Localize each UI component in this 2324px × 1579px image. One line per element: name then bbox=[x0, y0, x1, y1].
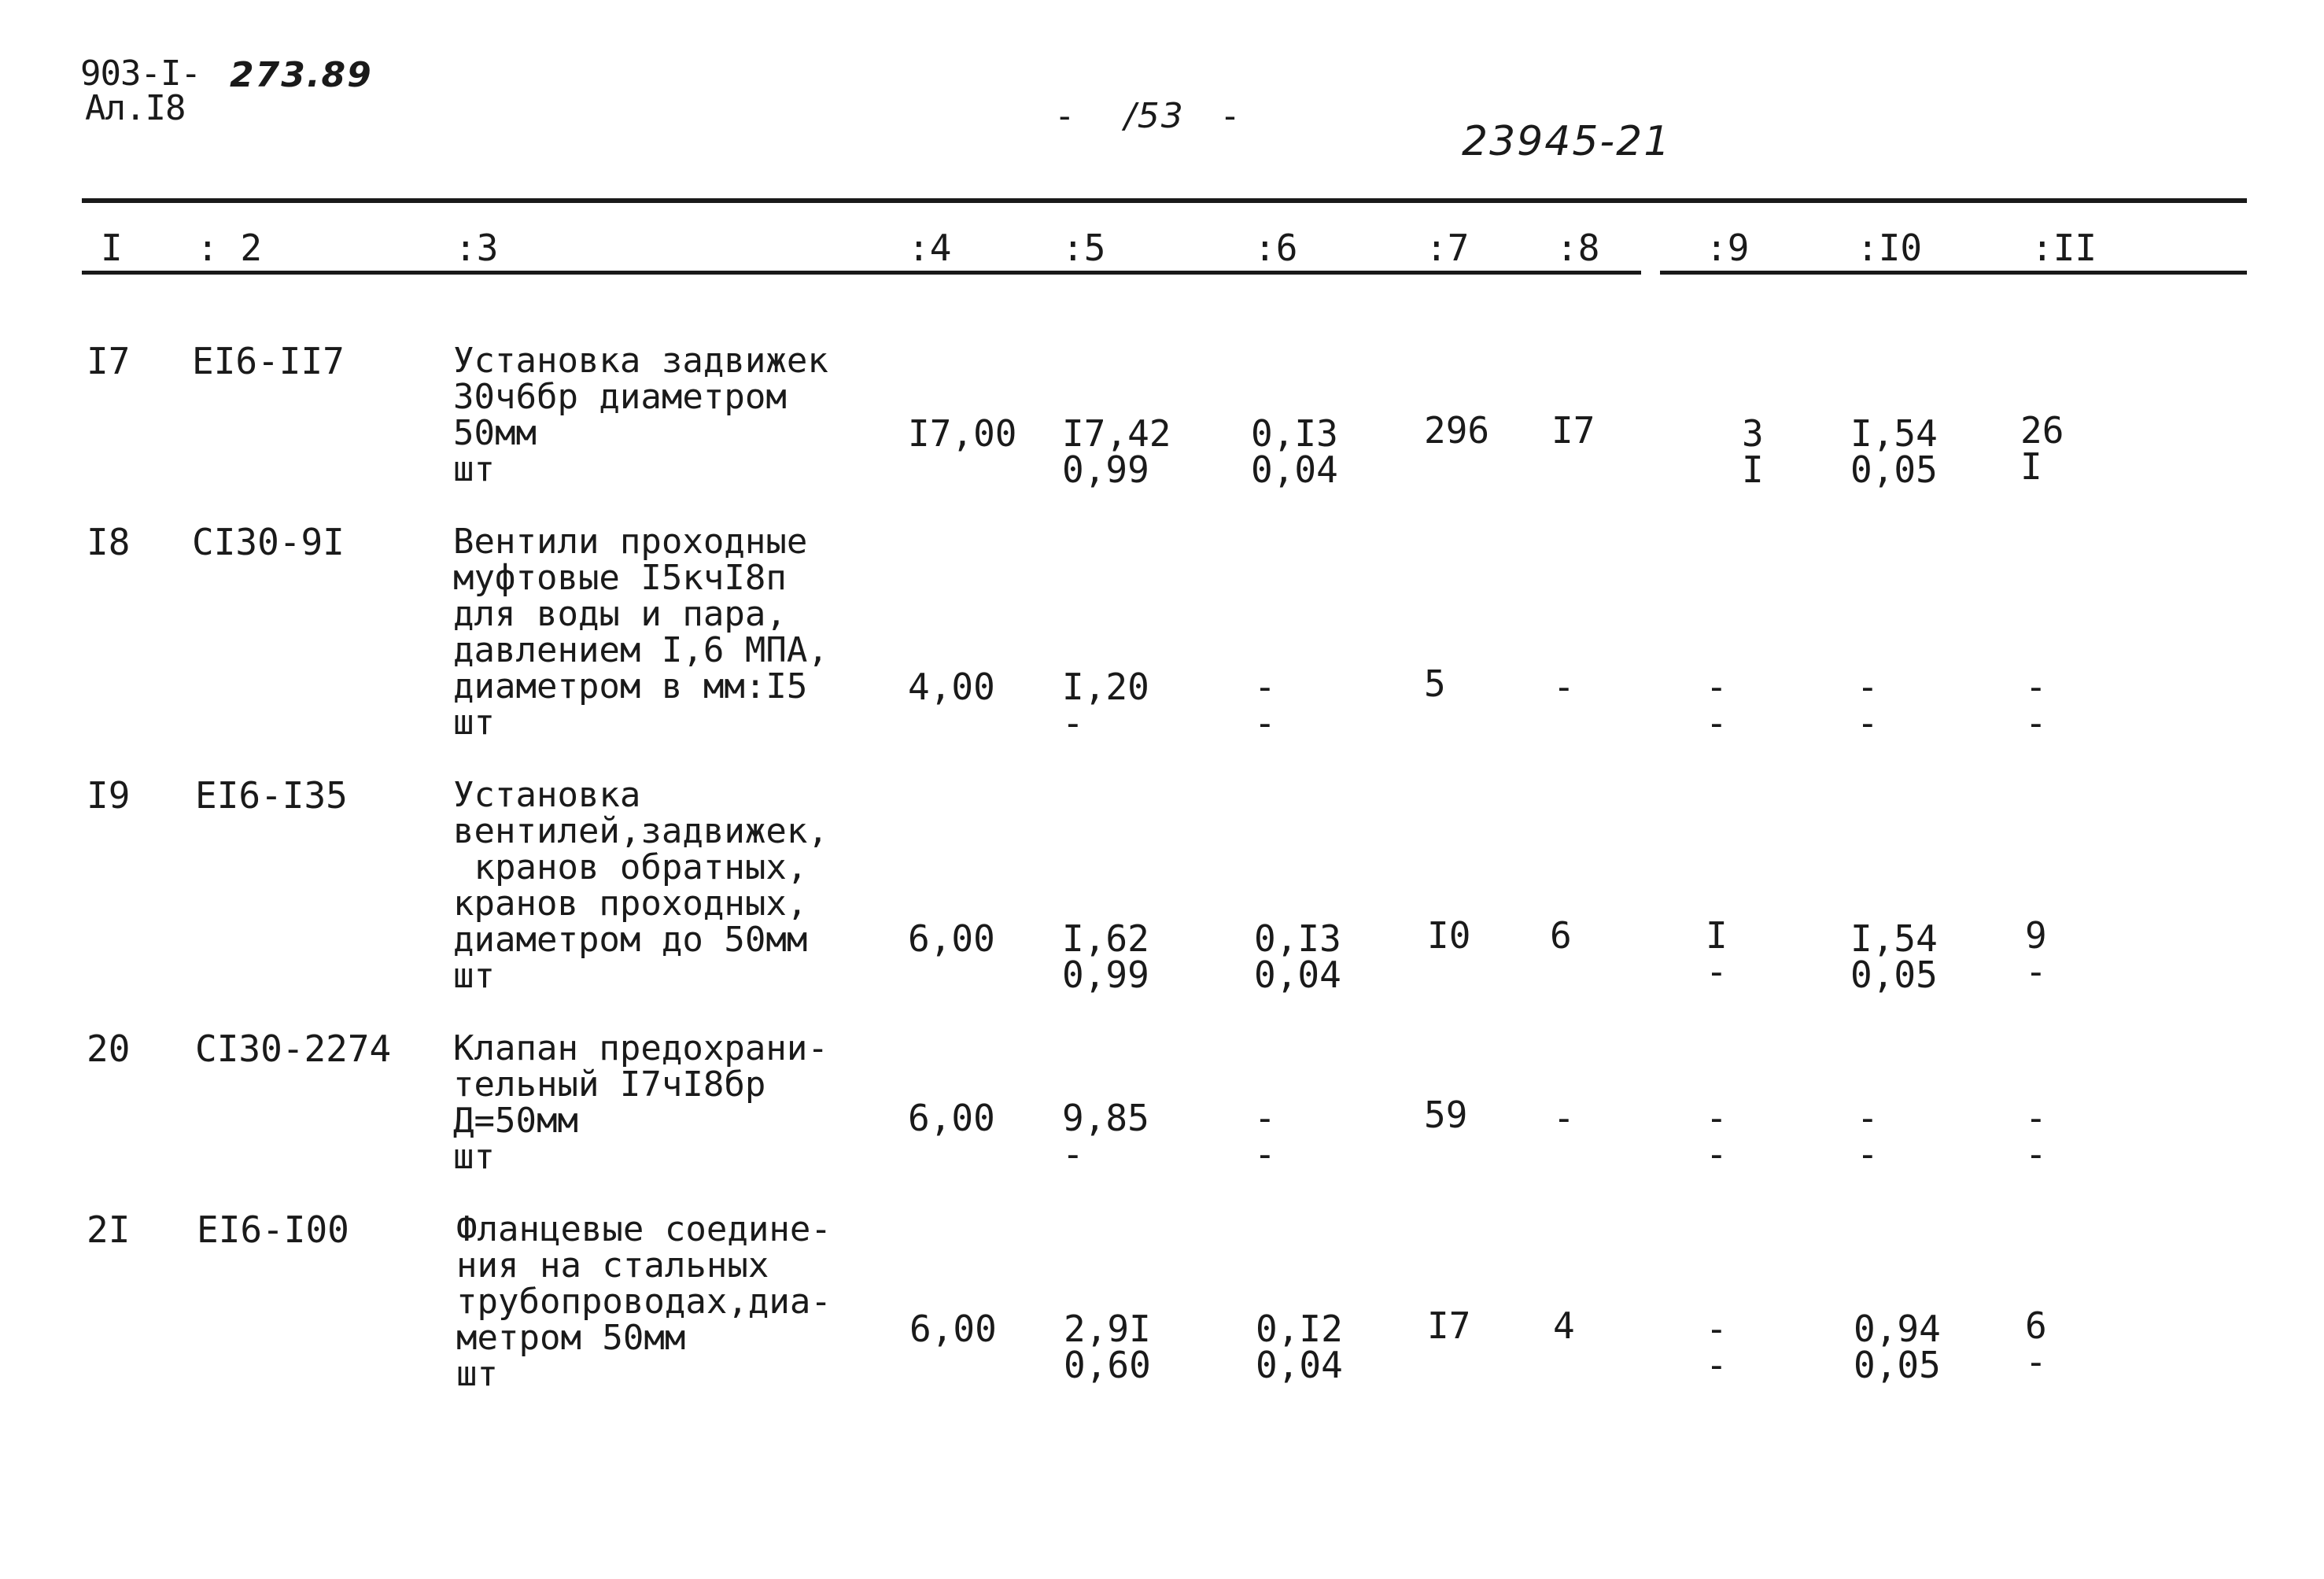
quantity: 6,00 bbox=[908, 917, 995, 960]
column-header-3: :3 bbox=[455, 227, 499, 269]
col7-value: 59 bbox=[1424, 1094, 1468, 1136]
col5-values: 2,9I 0,60 bbox=[1064, 1308, 1151, 1386]
col6-values: 0,I3 0,04 bbox=[1254, 917, 1341, 996]
col7-value: 5 bbox=[1424, 662, 1446, 705]
col11-values: 9 - bbox=[2025, 914, 2047, 993]
work-description: Фланцевые соедине- ния на стальных трубопроводах,диа- метром 50мм шт bbox=[456, 1209, 832, 1394]
norm-code: CI30-2274 bbox=[195, 1027, 392, 1070]
project-code: 903-I- bbox=[80, 53, 201, 94]
row-number: I8 bbox=[87, 521, 131, 563]
col5-values: I,20 - bbox=[1062, 666, 1149, 744]
project-code-handwritten: 273.89 bbox=[230, 55, 373, 95]
col9-values: - - bbox=[1706, 666, 1728, 744]
col11-values: - - bbox=[2025, 1097, 2047, 1175]
col10-values: I,54 0,05 bbox=[1850, 412, 1938, 491]
header-rule-left bbox=[82, 271, 1641, 275]
quantity: 6,00 bbox=[909, 1308, 997, 1350]
column-header-1: I bbox=[101, 227, 123, 269]
col6-values: - - bbox=[1254, 1097, 1276, 1175]
norm-code: CI30-9I bbox=[192, 521, 345, 563]
quantity: I7,00 bbox=[908, 412, 1017, 455]
norm-code: EI6-I35 bbox=[195, 774, 348, 817]
row-number: 20 bbox=[87, 1027, 131, 1070]
col8-value: - bbox=[1553, 1097, 1575, 1139]
column-header-7: :7 bbox=[1426, 227, 1470, 269]
column-header-4: :4 bbox=[908, 227, 952, 269]
col7-value: 296 bbox=[1424, 409, 1490, 452]
work-description: Вентили проходные муфтовые I5кчI8п для воды и пара, давлением I,6 МПА, диаметром в мм:I5 шт bbox=[453, 522, 828, 743]
norm-code: EI6-II7 bbox=[192, 340, 345, 382]
quantity: 4,00 bbox=[908, 666, 995, 708]
row-number: 2I bbox=[87, 1208, 131, 1251]
col9-values: - - bbox=[1706, 1097, 1728, 1175]
norm-code: EI6-I00 bbox=[197, 1208, 349, 1251]
col5-values: 9,85 - bbox=[1062, 1097, 1149, 1175]
col10-values: I,54 0,05 bbox=[1850, 917, 1938, 996]
col5-values: I,62 0,99 bbox=[1062, 917, 1149, 996]
column-header-8: :8 bbox=[1556, 227, 1600, 269]
col11-values: - - bbox=[2025, 666, 2047, 744]
work-description: Установка задвижек 30ч6бр диаметром 50мм шт bbox=[453, 341, 828, 489]
col6-values: 0,I3 0,04 bbox=[1251, 412, 1338, 491]
page-number-value: /53 bbox=[1123, 96, 1185, 136]
work-description: Клапан предохрани- тельный I7чI8бр Д=50мм шт bbox=[453, 1028, 828, 1177]
header-rule-right bbox=[1660, 271, 2247, 275]
row-number: I7 bbox=[87, 340, 131, 382]
col11-values: 6 - bbox=[2025, 1304, 2047, 1383]
sheet-label: Ал.I8 bbox=[85, 88, 186, 128]
document-number: 23945-21 bbox=[1462, 118, 1672, 165]
col7-value: I0 bbox=[1427, 914, 1471, 957]
col6-values: 0,I2 0,04 bbox=[1256, 1308, 1343, 1386]
col6-values: - - bbox=[1254, 666, 1276, 744]
col10-values: - - bbox=[1857, 666, 1879, 744]
col9-values: 3 I bbox=[1742, 412, 1764, 491]
col11-values: 26 I bbox=[2020, 409, 2064, 488]
column-header-10: :I0 bbox=[1857, 227, 1923, 269]
work-description: Установка вентилей,задвижек, кранов обратных, кранов проходных, диаметром до 50мм шт bbox=[453, 775, 828, 996]
col7-value: I7 bbox=[1427, 1304, 1471, 1347]
col10-values: 0,94 0,05 bbox=[1854, 1308, 1941, 1386]
col9-values: I - bbox=[1706, 914, 1728, 993]
col5-values: I7,42 0,99 bbox=[1062, 412, 1171, 491]
row-number: I9 bbox=[87, 774, 131, 817]
column-header-2: : 2 bbox=[197, 227, 263, 269]
page-number: - /53 - bbox=[1054, 96, 1255, 136]
col8-value: 4 bbox=[1553, 1304, 1575, 1347]
column-header-11: :II bbox=[2031, 227, 2097, 269]
col9-values: - - bbox=[1706, 1308, 1728, 1386]
quantity: 6,00 bbox=[908, 1097, 995, 1139]
col8-value: - bbox=[1553, 666, 1575, 708]
col8-value: 6 bbox=[1550, 914, 1572, 957]
col10-values: - - bbox=[1857, 1097, 1879, 1175]
top-rule bbox=[82, 198, 2247, 203]
column-header-6: :6 bbox=[1254, 227, 1298, 269]
column-header-5: :5 bbox=[1062, 227, 1106, 269]
col8-value: I7 bbox=[1551, 409, 1595, 452]
column-header-9: :9 bbox=[1706, 227, 1750, 269]
